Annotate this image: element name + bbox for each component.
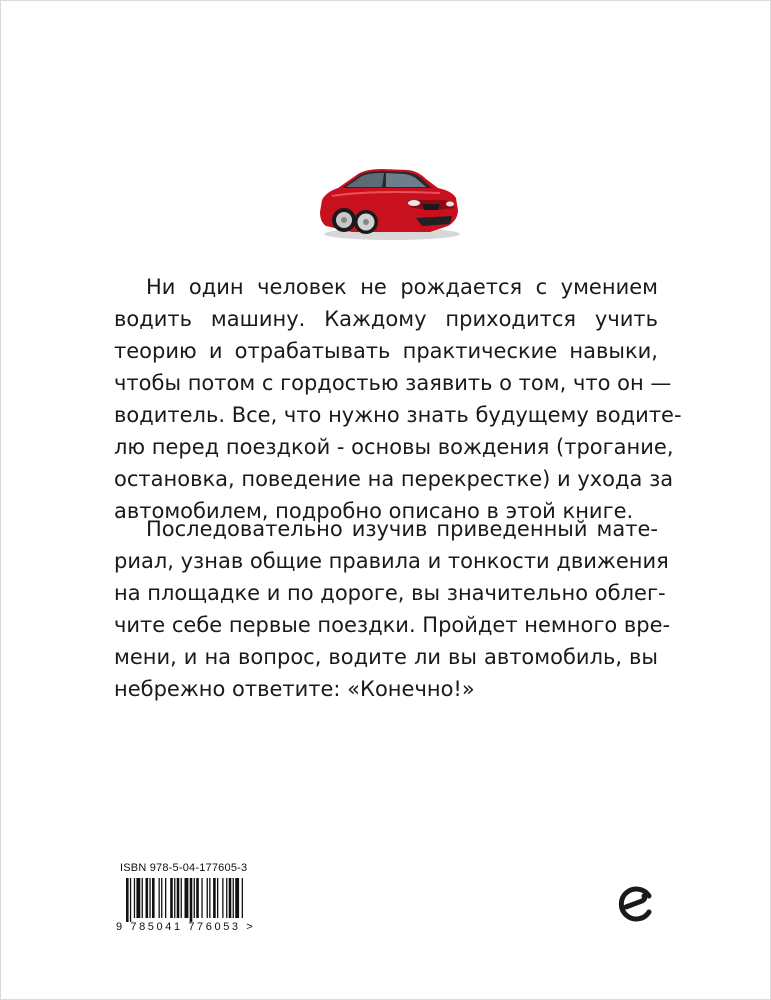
text-line: Последовательно изучив приведенный мате- [146,517,658,541]
barcode-icon [116,878,248,922]
text-line: чите себе первые поездки. Пройдет немного вре- [114,613,671,637]
text-line: мени, и на вопрос, водите ли вы автомобиль, вы [114,645,658,669]
text-line: лю перед поездкой - основы вождения (трогание, [114,435,674,459]
text-line: водитель. Все, что нужно знать будущему водите- [114,403,682,427]
text-line: чтобы потом с гордостью заявить о том, что он — [114,371,672,395]
text-line: риал, узнав общие правила и тонкости движения [114,549,669,573]
description-paragraph-2 [114,513,671,705]
red-sports-car-icon [312,160,462,242]
text-line: автомобилем, подробно описано в этой книге. [114,499,634,523]
description-paragraph-1 [114,271,682,527]
text-line: на площадке и по дороге, вы значительно облег- [114,581,666,605]
isbn-barcode [116,862,256,940]
text-line: Ни один человек не рождается с умением [146,275,658,299]
text-line: водить машину. Каждому приходится учить [114,307,658,331]
text-line: небрежно ответите: «Конечно!» [114,677,475,701]
text-line: теорию и отрабатывать практические навыки, [114,339,658,363]
eksmo-logo-icon [616,884,656,924]
isbn-label: ISBN 978-5-04-177605-3 [120,862,248,874]
text-line: остановка, поведение на перекрестке) и ухода за [114,467,674,491]
barcode-digits: 9 785041 776053 > [116,921,256,933]
